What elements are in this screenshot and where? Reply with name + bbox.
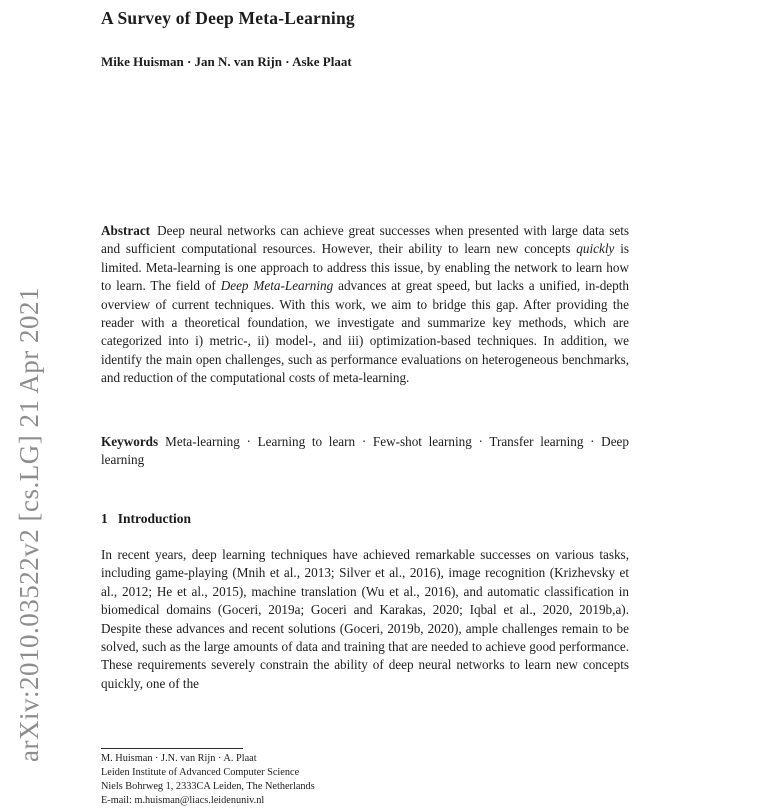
keywords-label: Keywords — [101, 434, 159, 449]
abstract-paragraph — [101, 222, 629, 388]
section-1-heading — [101, 511, 629, 527]
footnote-authors: M. Huisman · J.N. van Rijn · A. Plaat — [101, 753, 257, 764]
keywords-text: Meta-learning · Learning to learn · Few-shot learning · Transfer learning · Deep learning — [101, 434, 629, 468]
section-1-number: 1 — [101, 511, 108, 526]
abstract-text-3: advances at great speed, but lacks a unified, in-depth overview of current techniques. With this work, we aim to bridge this gap. After providing the reader with a theoretical foundation, we investigate and summarize key methods, which are categorized into i) metric-, ii) model-, and iii) optimization-based techniques. In addition, we identify the main open challenges, such as performance evaluations on heterogeneous benchmarks, and reduction of the computational costs of meta-learning. — [101, 278, 630, 386]
abstract-label: Abstract — [101, 223, 151, 238]
footnote-block — [101, 752, 629, 808]
paper-title: A Survey of Deep Meta-Learning — [101, 8, 355, 28]
section-1-title: Introduction — [117, 511, 192, 526]
abstract-text-2: is limited. Meta-learning is one approach to address this issue, by enabling the network to learn how to learn. The field of — [101, 241, 629, 294]
arxiv-watermark: arXiv:2010.03522v2 [cs.LG] 21 Apr 2021 — [14, 287, 44, 762]
abstract-text-1: Deep neural networks can achieve great successes when presented with large data sets and sufficient computational resources. However, their ability to learn new concepts — [101, 223, 629, 257]
keywords-paragraph — [101, 433, 629, 470]
paper-authors: Mike Huisman · Jan N. van Rijn · Aske Plaat — [101, 54, 352, 69]
abstract-italic-quickly: quickly — [576, 241, 615, 257]
abstract-italic-deep-meta-learning: Deep Meta-Learning — [220, 278, 334, 294]
footnote-address: Niels Bohrweg 1, 2333CA Leiden, The Netherlands — [101, 780, 315, 792]
footnote-divider — [101, 748, 243, 749]
footnote-email: E-mail: m.huisman@liacs.leidenuniv.nl — [101, 794, 265, 806]
footnote-institute: Leiden Institute of Advanced Computer Science — [101, 766, 300, 778]
introduction-paragraph: In recent years, deep learning techniques have achieved remarkable successes on various tasks, including game-playing (Mnih et al., 2013; Silver et al., 2016), image recognition (Krizhevsky et al., 2012; He et al., 2015), machine translation (Wu et al., 2016), and automatic classification in biomedical domains (Goceri, 2019a; Goceri and Karakas, 2020; Iqbal et al., 2020, 2019b,a). Despite these advances and recent solutions (Goceri, 2019b, 2020), ample challenges remain to be solved, such as the large amounts of data and training that are needed to achieve good performance. These requirements severely constrain the ability of deep neural networks to learn new concepts quickly, one of the — [101, 547, 629, 691]
